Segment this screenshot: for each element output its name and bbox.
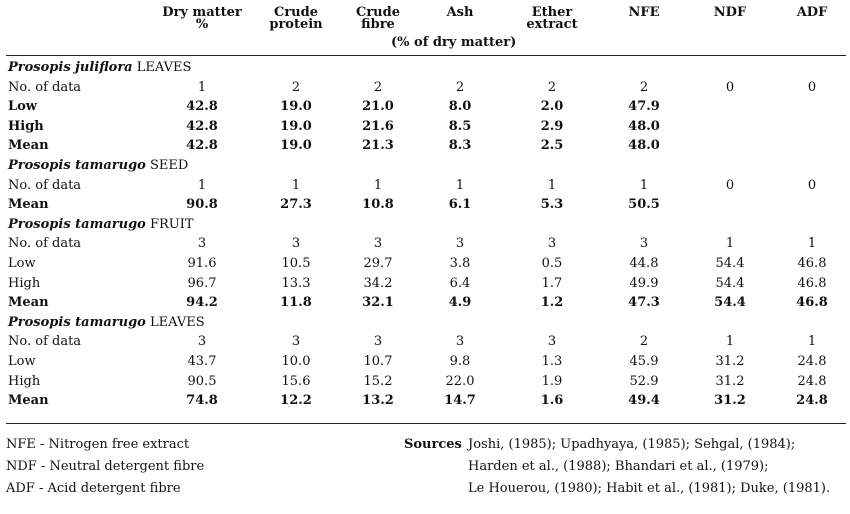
table-cell: 21.3 [362,138,394,154]
table-cell: 49.4 [628,393,660,409]
section-title [8,315,205,330]
section-title [8,217,194,232]
table-cell: 3 [197,236,207,252]
row-label: Low [8,99,38,115]
row-label: Mean [8,393,49,409]
table-cell: 3 [291,334,301,350]
table-cell: 3 [639,236,649,252]
plant-part: SEED [145,158,189,173]
table-cell: 42.8 [186,99,218,115]
table-cell: 1 [725,236,735,252]
table-cell: 3 [373,236,383,252]
table-cell: 2.0 [540,99,564,115]
species-name: Prosopis tamarugo [8,314,146,330]
table-cell: 43.7 [187,354,217,369]
sources-label: Sources [404,437,462,452]
table-cell: 4.9 [448,295,472,311]
table-cell: 2 [373,79,383,95]
table-cell: 1 [547,177,557,193]
sources-line-3: Le Houerou, (1980); Habit et al., (1981); Duke, (1981). [468,481,831,496]
table-cell: 10.7 [363,354,393,369]
column-header-line1: NDF [713,5,747,20]
column-header [512,7,592,31]
table-cell: 0 [725,79,735,95]
column-header [420,7,500,19]
table-cell: 42.8 [186,138,218,154]
table-cell: 2 [455,79,465,95]
table-cell: 32.1 [362,295,394,311]
table-cell: 6.4 [449,275,471,291]
table-cell: 27.3 [280,197,312,213]
table-cell: 3 [455,334,465,350]
table-cell: 0 [807,79,817,95]
table-cell: 3.8 [449,256,471,271]
table-cell: 9.8 [449,354,471,369]
table-cell: 48.0 [628,118,660,134]
table-cell: 3 [291,236,301,252]
table-cell: 15.2 [363,373,393,389]
table-cell: 13.2 [362,393,394,409]
table-cell: 47.9 [628,99,660,115]
table-cell: 2 [639,334,649,350]
table-cell: 11.8 [280,295,312,311]
table-cell: 1 [639,177,649,193]
column-header [162,7,242,31]
table-cell: 3 [197,334,207,350]
table-cell: 1.3 [541,354,563,369]
table-cell: 49.9 [629,275,659,291]
table-cell: 46.8 [796,295,828,311]
column-header-line1: Crude [355,5,400,20]
plant-part: LEAVES [145,314,205,330]
table-cell: 1 [807,334,817,350]
row-label: High [8,118,44,134]
row-label: Low [8,354,36,369]
table-cell: 1.7 [541,275,563,291]
table-cell: 5.3 [540,197,564,213]
row-label: High [8,275,41,291]
table-cell: 10.0 [281,354,311,369]
table-cell: 74.8 [186,393,218,409]
sources-line-2: Harden et al., (1988); Bhandari et al., (1979); [468,459,769,474]
column-header-line1: Dry matter [162,5,242,20]
column-header-line1: Ash [446,5,474,20]
row-label: No. of data [8,79,82,95]
column-header [690,7,770,19]
header-subcaption: (% of dry matter) [391,35,517,50]
table-cell: 48.0 [628,138,660,154]
table-cell: 8.0 [448,99,472,115]
legend-ndf: NDF - Neutral detergent fibre [6,459,205,474]
table-cell: 13.3 [281,275,311,291]
table-cell: 21.0 [362,99,394,115]
table-cell: 2 [291,79,301,95]
table-cell: 31.2 [715,373,745,389]
section-title [8,60,191,75]
table-cell: 8.3 [448,138,472,154]
table-cell: 54.4 [715,275,745,291]
sources-line-1: Joshi, (1985); Upadhyaya, (1985); Sehgal, (1984); [468,437,796,452]
column-header [772,7,850,19]
table-cell: 2.9 [540,118,564,134]
table-cell: 21.6 [362,118,394,134]
row-label: No. of data [8,334,82,350]
row-label: Mean [8,197,49,213]
table-cell: 2.5 [540,138,564,154]
bottom-rule [6,423,846,424]
row-label: Low [8,256,36,271]
table-cell: 50.5 [628,197,660,213]
table-cell: 90.8 [186,197,218,213]
table-cell: 46.8 [797,275,827,291]
species-name: Prosopis tamarugo [8,216,146,232]
table-cell: 34.2 [363,275,393,291]
table-cell: 29.7 [363,256,393,271]
table-cell: 19.0 [280,138,312,154]
table-cell: 12.2 [280,393,312,409]
table-cell: 24.8 [797,354,827,369]
table-cell: 1 [725,334,735,350]
table-cell: 19.0 [280,118,312,134]
table-cell: 1.9 [541,373,563,389]
table-cell: 1 [197,177,207,193]
table-cell: 1 [197,79,207,95]
table-cell: 2 [547,79,557,95]
table-cell: 2 [639,79,649,95]
table-cell: 94.2 [186,295,218,311]
table-cell: 3 [547,334,557,350]
table-cell: 31.2 [715,354,745,369]
table-cell: 6.1 [448,197,472,213]
table-cell: 14.7 [444,393,476,409]
table-cell: 24.8 [796,393,828,409]
column-header-line1: NFE [628,5,660,20]
species-name: Prosopis tamarugo [8,158,146,173]
table-cell: 44.8 [629,256,659,271]
column-header-line2: extract [526,17,578,32]
table-cell: 1 [373,177,383,193]
table-cell: 1.2 [540,295,564,311]
column-header-line1: Ether [531,5,573,20]
table-cell: 3 [455,236,465,252]
column-header-line1: Crude [273,5,318,20]
plant-part: LEAVES [132,60,192,75]
column-header-line2: protein [269,17,323,32]
column-header [256,7,336,31]
table-cell: 3 [547,236,557,252]
column-header [338,7,418,31]
table-cell: 1 [807,236,817,252]
table-cell: 10.5 [281,256,311,271]
table-cell: 54.4 [714,295,746,311]
table-cell: 15.6 [281,373,311,389]
table-cell: 47.3 [628,295,660,311]
table-cell: 45.9 [629,354,659,369]
table-cell: 90.5 [187,373,217,389]
table-cell: 52.9 [629,373,659,389]
legend-adf: ADF - Acid detergent fibre [6,481,181,496]
species-name: Prosopis juliflora [8,60,133,75]
row-label: Mean [8,138,49,154]
column-header [604,7,684,19]
table-cell: 0 [807,177,817,193]
table-cell: 1 [291,177,301,193]
row-label: No. of data [8,236,82,252]
row-label: No. of data [8,177,82,193]
table-cell: 42.8 [186,118,218,134]
table-cell: 24.8 [797,373,827,389]
table-cell: 31.2 [714,393,746,409]
table-cell: 22.0 [445,373,475,389]
column-header-line1: ADF [796,5,828,20]
table-cell: 19.0 [280,99,312,115]
row-label: Mean [8,295,49,311]
row-label: High [8,373,41,389]
legend-nfe: NFE - Nitrogen free extract [6,437,190,452]
table-cell: 1 [455,177,465,193]
plant-part: FRUIT [145,216,194,232]
table-cell: 10.8 [362,197,394,213]
section-title [8,158,188,173]
table-cell: 8.5 [448,118,472,134]
table-cell: 91.6 [187,256,217,271]
table-cell: 46.8 [797,256,827,271]
table-cell: 96.7 [187,275,217,291]
header-rule [6,55,846,56]
table-cell: 0.5 [541,256,563,271]
table-cell: 3 [373,334,383,350]
column-header-line2: fibre [361,17,395,32]
table-cell: 0 [725,177,735,193]
column-header-line2: % [195,17,209,32]
table-cell: 1.6 [540,393,564,409]
table-cell: 54.4 [715,256,745,271]
